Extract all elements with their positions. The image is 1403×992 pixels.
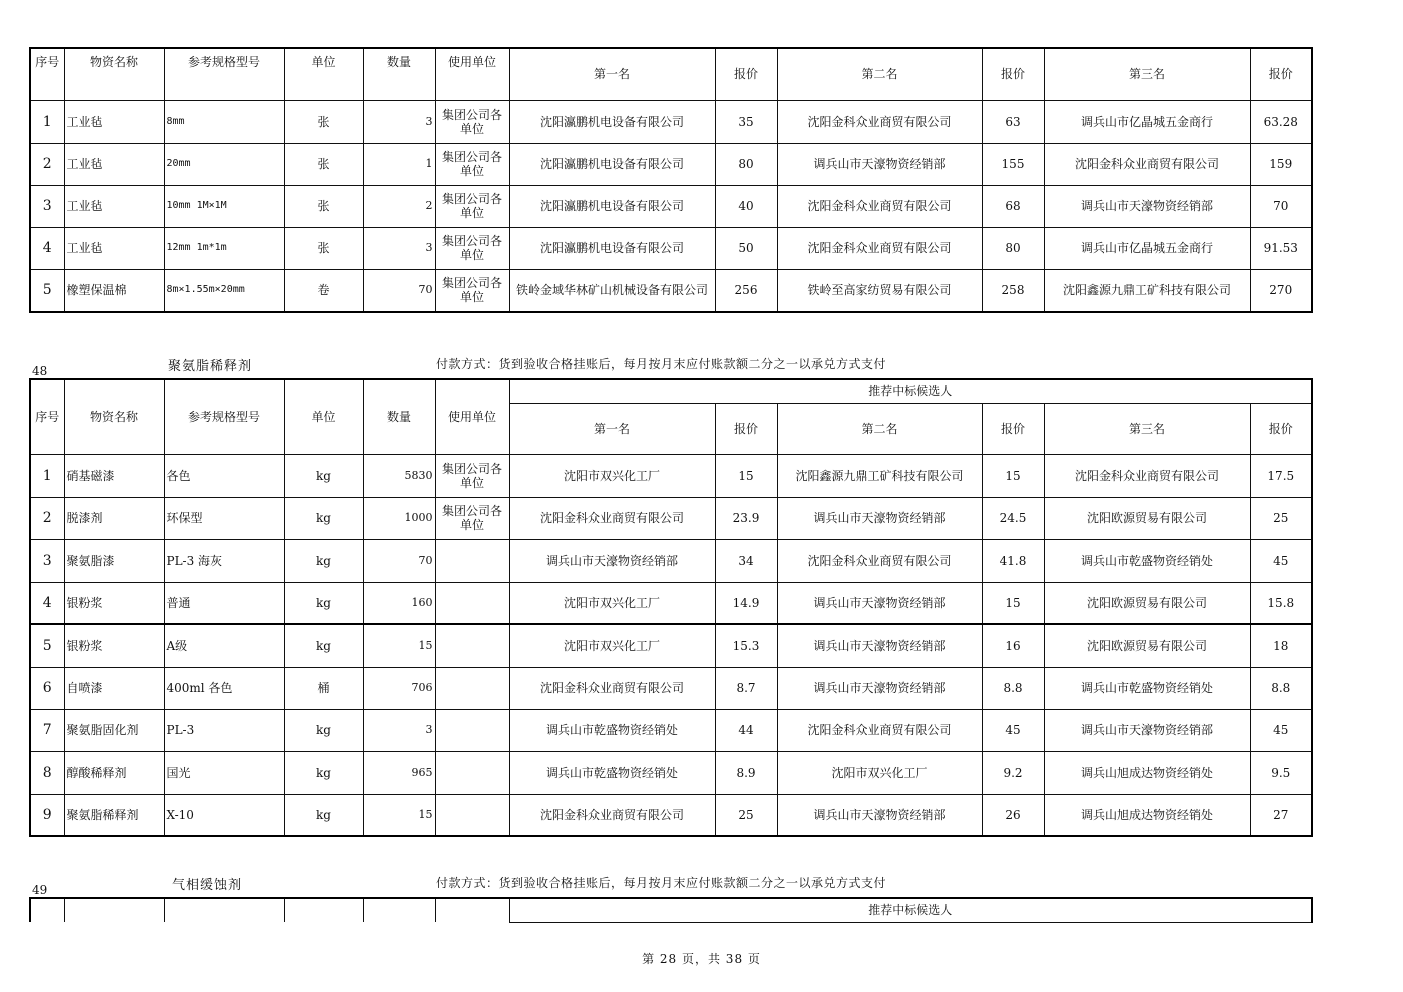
header-cell: [64, 898, 164, 922]
cell-qty: 70: [363, 539, 435, 582]
cell-price-3: 25: [1250, 497, 1312, 539]
header-seq: 序号: [30, 48, 64, 100]
cell-spec: 8m×1.55m×20mm: [164, 269, 284, 312]
cell-price-3: 45: [1250, 709, 1312, 751]
cell-name: 聚氨脂稀释剂: [64, 794, 164, 836]
cell-user: 集团公司各单位: [435, 269, 509, 312]
table-row: [30, 269, 1312, 312]
table-row: [30, 751, 1312, 794]
cell-spec: 各色: [164, 454, 284, 497]
cell-seq: 5: [30, 269, 64, 312]
section-title: 气相缓蚀剂: [172, 878, 243, 893]
cell-qty: 160: [363, 582, 435, 624]
cell-price-1: 15.3: [715, 624, 777, 667]
header-third: 第三名: [1044, 48, 1250, 100]
cell-price-2: 15: [982, 582, 1044, 624]
page-footer: 第 28 页，共 38 页: [642, 952, 761, 966]
cell-second: 沈阳金科众业商贸有限公司: [777, 709, 982, 751]
cell-price-2: 68: [982, 185, 1044, 227]
cell-price-1: 34: [715, 539, 777, 582]
cell-unit: kg: [284, 624, 363, 667]
cell-price-2: 9.2: [982, 751, 1044, 794]
cell-qty: 70: [363, 269, 435, 312]
cell-name: 工业毡: [64, 143, 164, 185]
cell-price-2: 26: [982, 794, 1044, 836]
cell-unit: 张: [284, 100, 363, 143]
header-qty: 数量: [363, 48, 435, 100]
cell-unit: kg: [284, 582, 363, 624]
cell-seq: 1: [30, 454, 64, 497]
cell-first: 沈阳市双兴化工厂: [509, 454, 715, 497]
cell-third: 调兵山市亿晶城五金商行: [1044, 100, 1250, 143]
cell-price-3: 18: [1250, 624, 1312, 667]
cell-user: [435, 709, 509, 751]
header-price-1: 报价: [715, 403, 777, 454]
cell-qty: 15: [363, 794, 435, 836]
cell-seq: 2: [30, 497, 64, 539]
header-cell: [435, 898, 509, 922]
cell-price-1: 44: [715, 709, 777, 751]
cell-unit: 卷: [284, 269, 363, 312]
cell-third: 沈阳金科众业商贸有限公司: [1044, 454, 1250, 497]
cell-price-1: 14.9: [715, 582, 777, 624]
cell-second: 沈阳鑫源九鼎工矿科技有限公司: [777, 454, 982, 497]
cell-seq: 1: [30, 100, 64, 143]
header-price-1: 报价: [715, 48, 777, 100]
table-row: [30, 497, 1312, 539]
header-seq: 序号: [30, 379, 64, 454]
table-section-49: [29, 897, 1313, 923]
cell-spec: 12mm 1m*1m: [164, 227, 284, 269]
cell-second: 沈阳金科众业商贸有限公司: [777, 100, 982, 143]
cell-name: 醇酸稀释剂: [64, 751, 164, 794]
cell-name: 自喷漆: [64, 667, 164, 709]
cell-price-2: 63: [982, 100, 1044, 143]
cell-spec: 20mm: [164, 143, 284, 185]
cell-unit: 桶: [284, 667, 363, 709]
cell-second: 铁岭至高家纺贸易有限公司: [777, 269, 982, 312]
table-header-row: [30, 898, 1312, 922]
cell-user: 集团公司各单位: [435, 143, 509, 185]
cell-name: 橡塑保温棉: [64, 269, 164, 312]
header-name: 物资名称: [64, 48, 164, 100]
cell-name: 工业毡: [64, 227, 164, 269]
header-price-2: 报价: [982, 48, 1044, 100]
payment-terms: 付款方式：货到验收合格挂账后，每月按月末应付账款额二分之一以承兑方式支付: [436, 357, 887, 371]
header-price-3: 报价: [1250, 403, 1312, 454]
cell-name: 硝基磁漆: [64, 454, 164, 497]
cell-qty: 706: [363, 667, 435, 709]
cell-price-2: 41.8: [982, 539, 1044, 582]
header-second: 第二名: [777, 48, 982, 100]
cell-user: [435, 667, 509, 709]
cell-second: 调兵山市天濠物资经销部: [777, 667, 982, 709]
cell-price-1: 8.9: [715, 751, 777, 794]
cell-second: 沈阳金科众业商贸有限公司: [777, 227, 982, 269]
cell-seq: 6: [30, 667, 64, 709]
cell-first: 沈阳市双兴化工厂: [509, 624, 715, 667]
cell-second: 调兵山市天濠物资经销部: [777, 143, 982, 185]
header-cell: [284, 898, 363, 922]
cell-second: 调兵山市天濠物资经销部: [777, 794, 982, 836]
cell-first: 沈阳瀛鹏机电设备有限公司: [509, 100, 715, 143]
cell-price-2: 258: [982, 269, 1044, 312]
cell-price-1: 35: [715, 100, 777, 143]
cell-second: 沈阳金科众业商贸有限公司: [777, 185, 982, 227]
cell-qty: 3: [363, 709, 435, 751]
section-title: 聚氨脂稀释剂: [168, 359, 253, 374]
cell-seq: 2: [30, 143, 64, 185]
cell-price-1: 50: [715, 227, 777, 269]
cell-seq: 8: [30, 751, 64, 794]
cell-third: 调兵山旭成达物资经销处: [1044, 794, 1250, 836]
cell-qty: 1000: [363, 497, 435, 539]
cell-third: 沈阳金科众业商贸有限公司: [1044, 143, 1250, 185]
cell-first: 沈阳市双兴化工厂: [509, 582, 715, 624]
cell-seq: 4: [30, 227, 64, 269]
cell-first: 调兵山市乾盛物资经销处: [509, 709, 715, 751]
cell-spec: 8mm: [164, 100, 284, 143]
header-first: 第一名: [509, 48, 715, 100]
table-row: [30, 100, 1312, 143]
section-number: 49: [32, 883, 48, 897]
cell-first: 铁岭金域华林矿山机械设备有限公司: [509, 269, 715, 312]
cell-second: 沈阳金科众业商贸有限公司: [777, 539, 982, 582]
cell-price-3: 17.5: [1250, 454, 1312, 497]
cell-qty: 3: [363, 227, 435, 269]
header-cell: [30, 898, 64, 922]
header-price-2: 报价: [982, 403, 1044, 454]
cell-unit: kg: [284, 454, 363, 497]
header-spec: 参考规格型号: [164, 379, 284, 454]
cell-price-3: 91.53: [1250, 227, 1312, 269]
cell-third: 沈阳欧源贸易有限公司: [1044, 582, 1250, 624]
cell-user: [435, 794, 509, 836]
table-section-47: [29, 47, 1313, 313]
cell-qty: 15: [363, 624, 435, 667]
header-second: 第二名: [777, 403, 982, 454]
cell-name: 工业毡: [64, 185, 164, 227]
cell-unit: 张: [284, 227, 363, 269]
cell-price-3: 9.5: [1250, 751, 1312, 794]
header-name: 物资名称: [64, 379, 164, 454]
cell-third: 调兵山市乾盛物资经销处: [1044, 539, 1250, 582]
cell-first: 沈阳金科众业商贸有限公司: [509, 667, 715, 709]
cell-spec: X-10: [164, 794, 284, 836]
cell-second: 调兵山市天濠物资经销部: [777, 624, 982, 667]
cell-price-2: 16: [982, 624, 1044, 667]
table-row: [30, 227, 1312, 269]
cell-user: [435, 751, 509, 794]
cell-third: 沈阳鑫源九鼎工矿科技有限公司: [1044, 269, 1250, 312]
cell-user: 集团公司各单位: [435, 454, 509, 497]
cell-spec: 10mm 1M×1M: [164, 185, 284, 227]
table-row: [30, 794, 1312, 836]
cell-unit: kg: [284, 751, 363, 794]
cell-price-2: 15: [982, 454, 1044, 497]
cell-unit: kg: [284, 794, 363, 836]
cell-user: [435, 624, 509, 667]
cell-price-3: 45: [1250, 539, 1312, 582]
cell-seq: 4: [30, 582, 64, 624]
cell-third: 沈阳欧源贸易有限公司: [1044, 624, 1250, 667]
cell-third: 调兵山市天濠物资经销部: [1044, 185, 1250, 227]
cell-user: 集团公司各单位: [435, 185, 509, 227]
cell-first: 沈阳金科众业商贸有限公司: [509, 794, 715, 836]
cell-second: 调兵山市天濠物资经销部: [777, 497, 982, 539]
cell-unit: kg: [284, 709, 363, 751]
header-user: 使用单位: [435, 48, 509, 100]
cell-seq: 5: [30, 624, 64, 667]
cell-third: 调兵山市天濠物资经销部: [1044, 709, 1250, 751]
header-unit: 单位: [284, 379, 363, 454]
header-qty: 数量: [363, 379, 435, 454]
cell-spec: 环保型: [164, 497, 284, 539]
table-row: [30, 709, 1312, 751]
table-header-row: [30, 379, 1312, 403]
cell-name: 聚氨脂漆: [64, 539, 164, 582]
cell-user: [435, 582, 509, 624]
cell-user: 集团公司各单位: [435, 227, 509, 269]
header-user: 使用单位: [435, 379, 509, 454]
cell-third: 沈阳欧源贸易有限公司: [1044, 497, 1250, 539]
cell-spec: PL-3 海灰: [164, 539, 284, 582]
table-row: [30, 667, 1312, 709]
table-row: [30, 143, 1312, 185]
table-row: [30, 582, 1312, 624]
cell-price-1: 25: [715, 794, 777, 836]
cell-price-2: 80: [982, 227, 1044, 269]
cell-price-1: 23.9: [715, 497, 777, 539]
cell-price-1: 256: [715, 269, 777, 312]
header-cell: [164, 898, 284, 922]
cell-qty: 2: [363, 185, 435, 227]
cell-name: 聚氨脂固化剂: [64, 709, 164, 751]
cell-price-2: 8.8: [982, 667, 1044, 709]
cell-first: 调兵山市天濠物资经销部: [509, 539, 715, 582]
cell-price-1: 40: [715, 185, 777, 227]
cell-user: 集团公司各单位: [435, 497, 509, 539]
cell-price-2: 24.5: [982, 497, 1044, 539]
cell-price-3: 270: [1250, 269, 1312, 312]
cell-unit: kg: [284, 539, 363, 582]
cell-third: 调兵山旭成达物资经销处: [1044, 751, 1250, 794]
cell-name: 工业毡: [64, 100, 164, 143]
cell-price-3: 27: [1250, 794, 1312, 836]
header-candidates: 推荐中标候选人: [509, 379, 1312, 403]
cell-third: 调兵山市乾盛物资经销处: [1044, 667, 1250, 709]
section-number: 48: [32, 364, 48, 378]
cell-price-3: 70: [1250, 185, 1312, 227]
table-header-row: [30, 48, 1312, 100]
table-row: [30, 454, 1312, 497]
cell-first: 调兵山市乾盛物资经销处: [509, 751, 715, 794]
cell-price-3: 8.8: [1250, 667, 1312, 709]
cell-price-1: 8.7: [715, 667, 777, 709]
cell-unit: 张: [284, 143, 363, 185]
cell-user: [435, 539, 509, 582]
table-row: [30, 624, 1312, 667]
payment-terms: 付款方式：货到验收合格挂账后，每月按月末应付账款额二分之一以承兑方式支付: [436, 876, 887, 890]
cell-seq: 3: [30, 539, 64, 582]
header-first: 第一名: [509, 403, 715, 454]
cell-price-2: 45: [982, 709, 1044, 751]
cell-spec: 国光: [164, 751, 284, 794]
cell-price-1: 80: [715, 143, 777, 185]
cell-seq: 7: [30, 709, 64, 751]
cell-third: 调兵山市亿晶城五金商行: [1044, 227, 1250, 269]
cell-spec: PL-3: [164, 709, 284, 751]
header-candidates: 推荐中标候选人: [509, 898, 1312, 922]
cell-unit: kg: [284, 497, 363, 539]
cell-price-1: 15: [715, 454, 777, 497]
header-third: 第三名: [1044, 403, 1250, 454]
cell-unit: 张: [284, 185, 363, 227]
cell-qty: 3: [363, 100, 435, 143]
table-section-48: [29, 378, 1313, 837]
cell-user: 集团公司各单位: [435, 100, 509, 143]
cell-seq: 9: [30, 794, 64, 836]
cell-name: 脱漆剂: [64, 497, 164, 539]
cell-second: 调兵山市天濠物资经销部: [777, 582, 982, 624]
cell-first: 沈阳金科众业商贸有限公司: [509, 497, 715, 539]
header-price-3: 报价: [1250, 48, 1312, 100]
header-unit: 单位: [284, 48, 363, 100]
cell-price-2: 155: [982, 143, 1044, 185]
cell-first: 沈阳瀛鹏机电设备有限公司: [509, 143, 715, 185]
cell-qty: 965: [363, 751, 435, 794]
cell-price-3: 63.28: [1250, 100, 1312, 143]
cell-spec: 普通: [164, 582, 284, 624]
table-row: [30, 539, 1312, 582]
cell-first: 沈阳瀛鹏机电设备有限公司: [509, 185, 715, 227]
cell-price-3: 15.8: [1250, 582, 1312, 624]
header-cell: [363, 898, 435, 922]
cell-spec: A级: [164, 624, 284, 667]
cell-seq: 3: [30, 185, 64, 227]
cell-qty: 5830: [363, 454, 435, 497]
cell-second: 沈阳市双兴化工厂: [777, 751, 982, 794]
cell-name: 银粉浆: [64, 624, 164, 667]
cell-first: 沈阳瀛鹏机电设备有限公司: [509, 227, 715, 269]
cell-qty: 1: [363, 143, 435, 185]
cell-spec: 400ml 各色: [164, 667, 284, 709]
table-row: [30, 185, 1312, 227]
cell-price-3: 159: [1250, 143, 1312, 185]
header-spec: 参考规格型号: [164, 48, 284, 100]
cell-name: 银粉浆: [64, 582, 164, 624]
